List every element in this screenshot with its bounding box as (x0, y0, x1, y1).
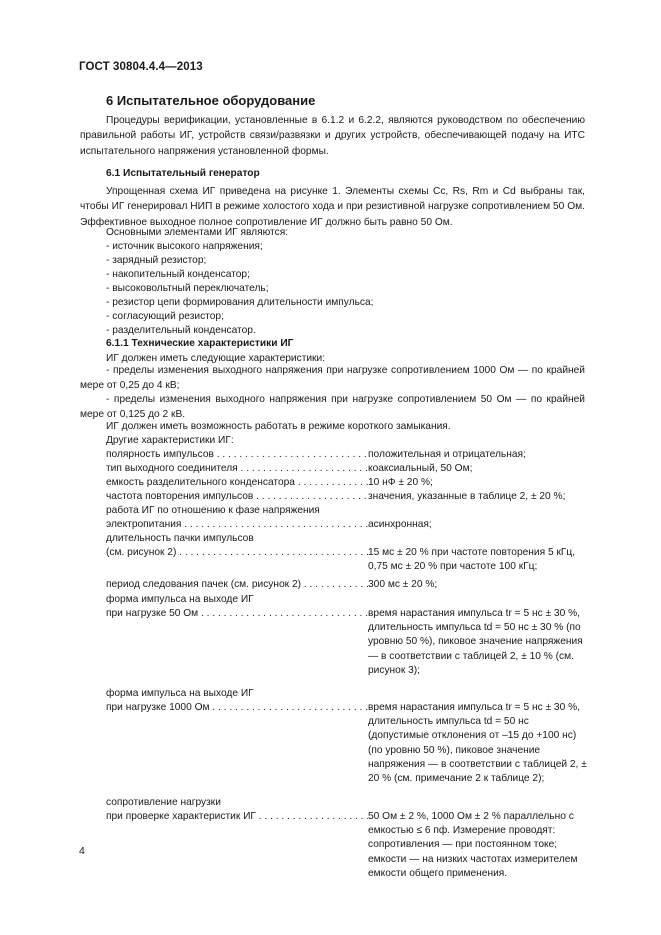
list-item: - разделительный конденсатор. (106, 325, 256, 336)
list-item: - высоковольтный переключатель; (106, 283, 269, 294)
other-chars-title: Другие характеристики ИГ: (106, 435, 234, 446)
subsection-6-1-1-title: 6.1.1 Технические характеристики ИГ (106, 338, 294, 349)
chars-intro: ИГ должен иметь следующие характеристики: (106, 353, 326, 364)
list-item: - резистор цепи формирования длительности импульса; (106, 297, 374, 308)
document-header: ГОСТ 30804.4.4—2013 (79, 61, 203, 73)
intro-paragraph: Процедуры верификации, установленные в 6.1.2 и 6.2.2, являются руководством по обеспечению правильной работы ИГ, устройств связи/развязки и других устройств, обеспечивающей подачу на ИТС испытательного напряжения установленной формы. (80, 115, 585, 157)
short-circuit-note: ИГ должен иметь возможность работать в режиме короткого замыкания. (106, 421, 451, 432)
range-item-2: - пределы изменения выходного напряжения при нагрузке сопротивлением 50 Ом — по крайней мере от 0,125 до 2 кВ. (80, 394, 585, 421)
subsection-6-1-title: 6.1 Испытательный генератор (106, 168, 260, 179)
paragraph-6-1: Упрощенная схема ИГ приведена на рисунке 1. Элементы схемы Cc, Rs, Rm и Cd выбраны так, чтобы ИГ генерировал НИП в режиме холостого хода и при резистивной нагрузке сопротивлением 50 Ом. Эффективное выходное полное сопротивление ИГ должно быть равно 50 Ом. (80, 186, 585, 228)
main-elements-title: Основными элементами ИГ являются: (106, 227, 289, 238)
range-item-1: - пределы изменения выходного напряжения при нагрузке сопротивлением 1000 Ом — по крайней мере от 0,25 до 4 кВ; (80, 365, 585, 392)
section-title: 6 Испытательное оборудование (106, 93, 316, 108)
document-page: ГОСТ 30804.4.4—2013 6 Испытательное оборудование Процедуры верификации, установленные в 6.1.2 и 6.2.2, являются руководством по обеспечению правильной работы ИГ, устройств связи/развязки и других устройств, обеспечивающей подачу на ИТС испытательного напряжения установленной формы. 6.1 Испытательный генератор Упрощенная схема ИГ приведена на рисунке 1. Элементы схемы Cc, Rs, Rm и Cd выбраны так, чтобы ИГ генерировал НИП в режиме холостого хода и при резистивной нагрузке сопротивлением 50 Ом. Эффективное выходное полное сопротивление ИГ должно быть равно 50 Ом. Основными элементами ИГ являются: - источник высокого напряжения; - зарядный резистор; - накопительный конденсатор; - высоковольтный переключатель; - резистор цепи формирования длительности импульса; - согласующий резистор; - разделительный конденсатор. 6.1.1 Технические характеристики ИГ ИГ должен иметь следующие характеристики: - пределы изменения выходного напряжения при нагрузке сопротивлением 1000 Ом — по крайней мере от 0,25 до 4 кВ; - пределы изменения выходного напряжения при нагрузке сопротивлением 50 Ом — по крайней мере от 0,125 до 2 кВ. ИГ должен иметь возможность работать в режиме короткого замыкания. Другие характеристики ИГ: полярность импульсов . . . положительная и отрицательная; тип выходного соединителя . . . коаксиальный, 50 Ом; емкость разделительного конденсатора . . . 10 нФ ± 20 %; частота повторения импульсов . . . значения, указанные в таблице 2, ± 20 %; работа ИГ по отношению к фазе напряжения электропитания . . . асинхронная; длительность пачки импульсов (см. рисунок 2) . . . 15 мс ± 20 % при частоте повторения 5 кГц, 0,75 мс ± 20 % при частоте 100 кГц; период следования пачек (см. рисунок 2) . . . 300 мс ± 20 %; форма импульса на выходе ИГ при нагрузке 50 Ом . . . время нарастания импульса tr = 5 нс ± 30 %, длительность импульса td = 50 нс ± 30 % (по уровню 50 %), пиковое значение напряжения — в соответствии с таблицей 2, ± 10 % (см. рисунок 3); форма импульса на выходе ИГ при нагрузке 1000 Ом . . . время нарастания импульса tr = 5 нс ± 30 %, длительность импульса td = 50 нс (допустимые отклонения от –15 до +100 нс) (по уровню 50 %), пиковое значение напряжения — в соответствии с таблицей 2, ± 20 % (см. примечание 2 к таблице 2); сопротивление нагрузки при проверке характеристик ИГ . . . 50 Ом ± 2 %, 1000 Ом ± 2 % параллельно с емкостью ≤ 6 пф. Измерение проводят: сопротивления — при постоянном токе; емкости — на низких частотах измерителем емкости общего применения. 4 (0, 0, 661, 935)
list-item: - источник высокого напряжения; (106, 241, 263, 252)
list-item: - согласующий резистор; (106, 311, 224, 322)
page-number: 4 (79, 845, 85, 857)
list-item: - зарядный резистор; (106, 255, 207, 266)
list-item: - накопительный конденсатор; (106, 269, 250, 280)
